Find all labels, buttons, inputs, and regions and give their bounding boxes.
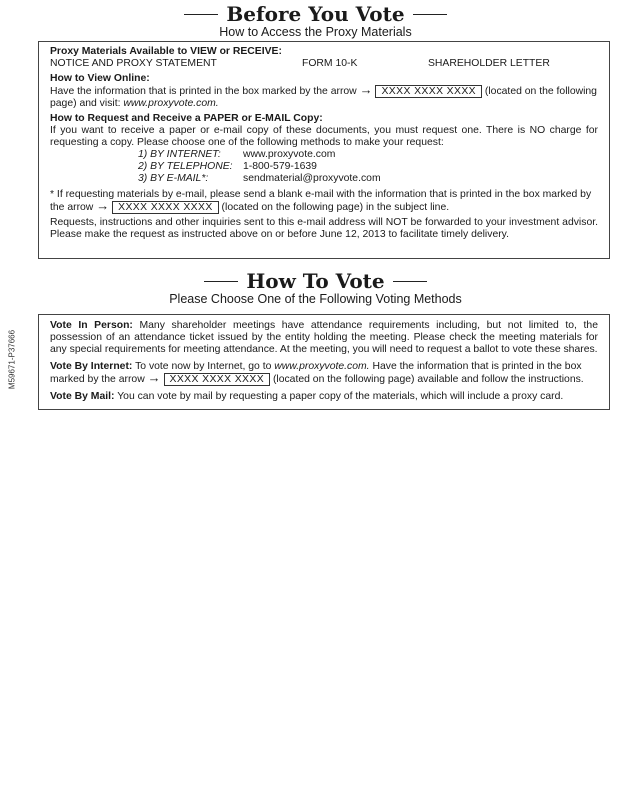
proxyvote-link[interactable]: www.proxyvote.com. bbox=[274, 361, 370, 372]
request-copy-text: If you want to receive a paper or e-mail copy of these documents, you must request one. There is NO charge for requesting a copy. Please choose one of the following methods to make your request: bbox=[50, 125, 598, 148]
materials-heading: Proxy Materials Available to VIEW or RECEIVE: bbox=[50, 46, 282, 57]
before-you-vote-title: Before You Vote bbox=[226, 2, 405, 26]
title-rule-left bbox=[184, 14, 218, 15]
control-number-box: XXXX XXXX XXXX bbox=[164, 373, 271, 386]
document-item: SHAREHOLDER LETTER bbox=[428, 58, 550, 69]
how-to-vote-title: How To Vote bbox=[246, 269, 385, 293]
control-number-box: XXXX XXXX XXXX bbox=[112, 201, 219, 214]
view-online-text: Have the information that is printed in the box marked by the arrow → XXXX XXXX XXXX (located on the following page) and visit: www.proxyvote.com. bbox=[50, 82, 597, 109]
vote-by-internet: Vote By Internet: To vote now by Internet, go to www.proxyvote.com. Have the information that is printed in the box marked by the arrow → XXXX XXXX XXXX (located on the following page) available and follow the instructions. bbox=[50, 361, 584, 385]
title-rule-right bbox=[413, 14, 447, 15]
title-rule-left bbox=[204, 281, 238, 282]
document-item: FORM 10-K bbox=[302, 58, 358, 69]
request-method-email: 3) BY E-MAIL*: sendmaterial@proxyvote.com bbox=[138, 173, 381, 184]
title-rule-right bbox=[393, 281, 427, 282]
internet-link[interactable]: www.proxyvote.com bbox=[243, 149, 336, 160]
document-item: NOTICE AND PROXY STATEMENT bbox=[50, 58, 217, 69]
request-method-telephone: 2) BY TELEPHONE: 1-800-579-1639 bbox=[138, 161, 317, 172]
how-to-vote-heading bbox=[0, 271, 631, 306]
voting-methods-box bbox=[38, 314, 610, 410]
email-link[interactable]: sendmaterial@proxyvote.com bbox=[243, 173, 381, 184]
request-method-internet: 1) BY INTERNET: www.proxyvote.com bbox=[138, 149, 336, 160]
form-code-label: M59671-P37666 bbox=[7, 329, 17, 390]
request-copy-heading: How to Request and Receive a PAPER or E-MAIL Copy: bbox=[50, 113, 323, 124]
arrow-icon: → bbox=[359, 82, 373, 97]
vote-in-person: Vote In Person: Many shareholder meetings have attendance requirements including, but not limited to, the possession of an attendance ticket issued by the entity holding the meeting. Please check the meeting materials for any special requirements for meeting attendance. At the meeting, you will need to request a ballot to vote these shares. bbox=[50, 320, 598, 355]
before-you-vote-heading bbox=[0, 4, 631, 39]
email-note: * If requesting materials by e-mail, please send a blank e-mail with the information that is printed in the box marked by the arrow → XXXX XXXX XXXX (located on the following page) in the subject line. bbox=[50, 189, 592, 213]
how-to-vote-subtitle: Please Choose One of the Following Voting Methods bbox=[169, 292, 462, 306]
requests-forwarding-note: Requests, instructions and other inquiries sent to this e-mail address will NOT be forwarded to your investment advisor. Please make the request as instructed above on or before June 12, 2013 to facilitate timely delivery. bbox=[50, 217, 598, 240]
vote-by-mail: Vote By Mail: You can vote by mail by requesting a paper copy of the materials, which will include a proxy card. bbox=[50, 391, 564, 402]
arrow-icon: → bbox=[147, 370, 161, 385]
access-materials-box bbox=[38, 41, 610, 259]
before-you-vote-subtitle: How to Access the Proxy Materials bbox=[219, 25, 412, 39]
arrow-icon: → bbox=[96, 198, 110, 213]
telephone-number[interactable]: 1-800-579-1639 bbox=[243, 161, 317, 172]
documents-list bbox=[50, 58, 598, 70]
view-online-heading: How to View Online: bbox=[50, 73, 150, 84]
request-methods-list bbox=[138, 149, 598, 185]
proxyvote-link[interactable]: www.proxyvote.com. bbox=[123, 98, 219, 109]
control-number-box: XXXX XXXX XXXX bbox=[375, 85, 482, 98]
